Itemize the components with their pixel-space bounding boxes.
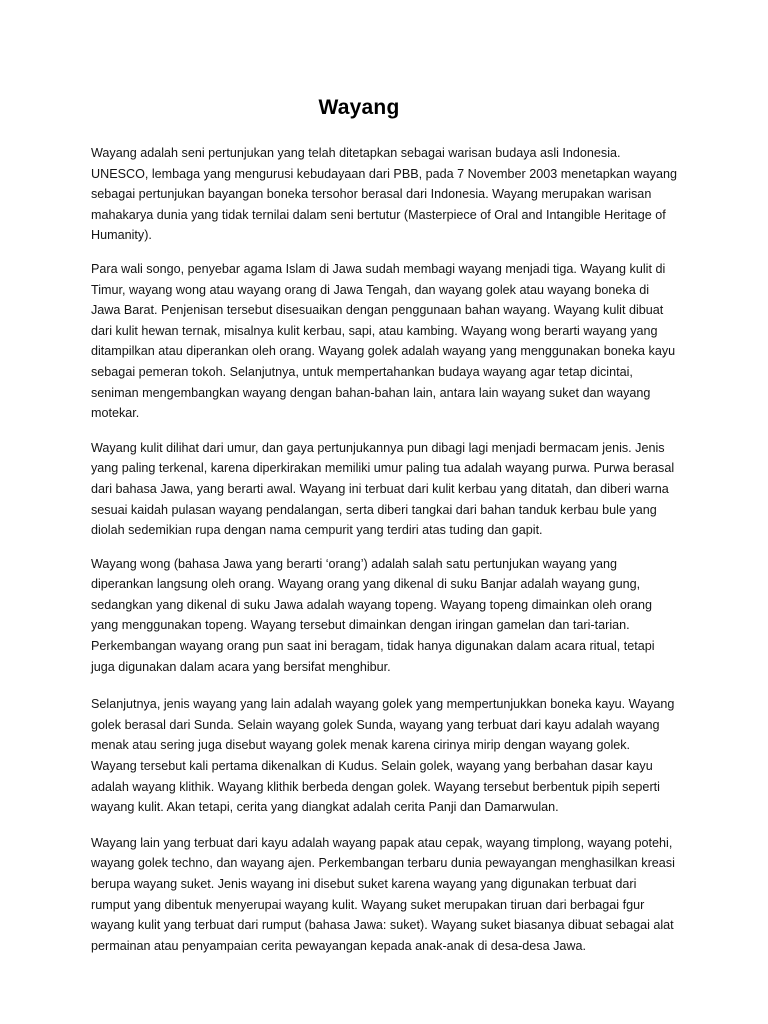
paragraph-4: Wayang wong (bahasa Jawa yang berarti ‘orang’) adalah salah satu pertunjukan wayang yang diperankan langsung oleh orang. Wayang orang yang dikenal di suku Banjar adalah wayang gung, sedangkan yang dikenal di suku Jawa adalah wayang topeng. Wayang topeng dimainkan oleh orang yang menggunakan topeng. Wayang tersebut dimainkan dengan iringan gamelan dan tari-tarian. Perkembangan wayang orang pun saat ini beragam, tidak hanya digunakan dalam acara ritual, tetapi juga digunakan dalam acara yang bersifat menghibur.	[91, 556, 655, 674]
document-title: Wayang	[318, 96, 400, 119]
paragraph-6: Wayang lain yang terbuat dari kayu adalah wayang papak atau cepak, wayang timplong, wayang potehi, wayang golek techno, dan wayang ajen. Perkembangan terbaru dunia pewayangan menghasilkan kreasi berupa wayang suket. Jenis wayang ini disebut suket karena wayang yang digunakan terbuat dari rumput yang dibentuk menyerupai wayang kulit. Wayang suket merupakan tiruan dari berbagai fgur wayang kulit yang terbuat dari rumput (bahasa Jawa: suket). Wayang suket biasanya dibuat sebagai alat permainan atau penyampaian cerita pewayangan kepada anak-anak di desa-desa Jawa.	[91, 835, 675, 953]
paragraph-1: Wayang adalah seni pertunjukan yang telah ditetapkan sebagai warisan budaya asli Indonesia. UNESCO, lembaga yang mengurusi kebudayaan dari PBB, pada 7 November 2003 menetapkan wayang sebagai pertunjukan bayangan boneka tersohor berasal dari Indonesia. Wayang merupakan warisan mahakarya dunia yang tidak ternilai dalam seni bertutur (Masterpiece of Oral and Intangible Heritage of Humanity).	[91, 146, 677, 243]
paragraph-2: Para wali songo, penyebar agama Islam di Jawa sudah membagi wayang menjadi tiga. Wayang kulit di Timur, wayang wong atau wayang orang di Jawa Tengah, dan wayang golek atau wayang boneka di Jawa Barat. Penjenisan tersebut disesuaikan dengan penggunaan bahan wayang. Wayang kulit dibuat dari kulit hewan ternak, misalnya kulit kerbau, sapi, atau kambing. Wayang wong berarti wayang yang ditampilkan atau diperankan oleh orang. Wayang golek adalah wayang yang menggunakan boneka kayu sebagai pemeran tokoh. Selanjutnya, untuk mempertahankan budaya wayang agar tetap dicintai, seniman mengembangkan wayang dengan bahan-bahan lain, antara lain wayang suket dan wayang motekar.	[91, 261, 676, 421]
paragraph-3: Wayang kulit dilihat dari umur, dan gaya pertunjukannya pun dibagi lagi menjadi bermacam jenis. Jenis yang paling terkenal, karena diperkirakan memiliki umur paling tua adalah wayang purwa. Purwa berasal dari bahasa Jawa, yang berarti awal. Wayang ini terbuat dari kulit kerbau yang ditatah, dan diberi warna sesuai kaidah pulasan wayang pendalangan, serta diberi tangkai dari bahan tanduk kerbau bule yang diolah sedemikian rupa dengan nama cempurit yang terdiri atas tuding dan gapit.	[91, 440, 675, 538]
document-body	[91, 143, 677, 971]
paragraph-5: Selanjutnya, jenis wayang yang lain adalah wayang golek yang mempertunjukkan boneka kayu. Wayang golek berasal dari Sunda. Selain wayang golek Sunda, wayang yang terbuat dari kayu adalah wayang menak atau sering juga disebut wayang golek menak karena cirinya mirip dengan wayang golek. Wayang tersebut kali pertama dikenalkan di Kudus. Selain golek, wayang yang berbahan dasar kayu adalah wayang klithik. Wayang klithik berbeda dengan golek. Wayang tersebut berbentuk pipih seperti wayang kulit. Akan tetapi, cerita yang diangkat adalah cerita Panji dan Damarwulan.	[91, 697, 675, 815]
